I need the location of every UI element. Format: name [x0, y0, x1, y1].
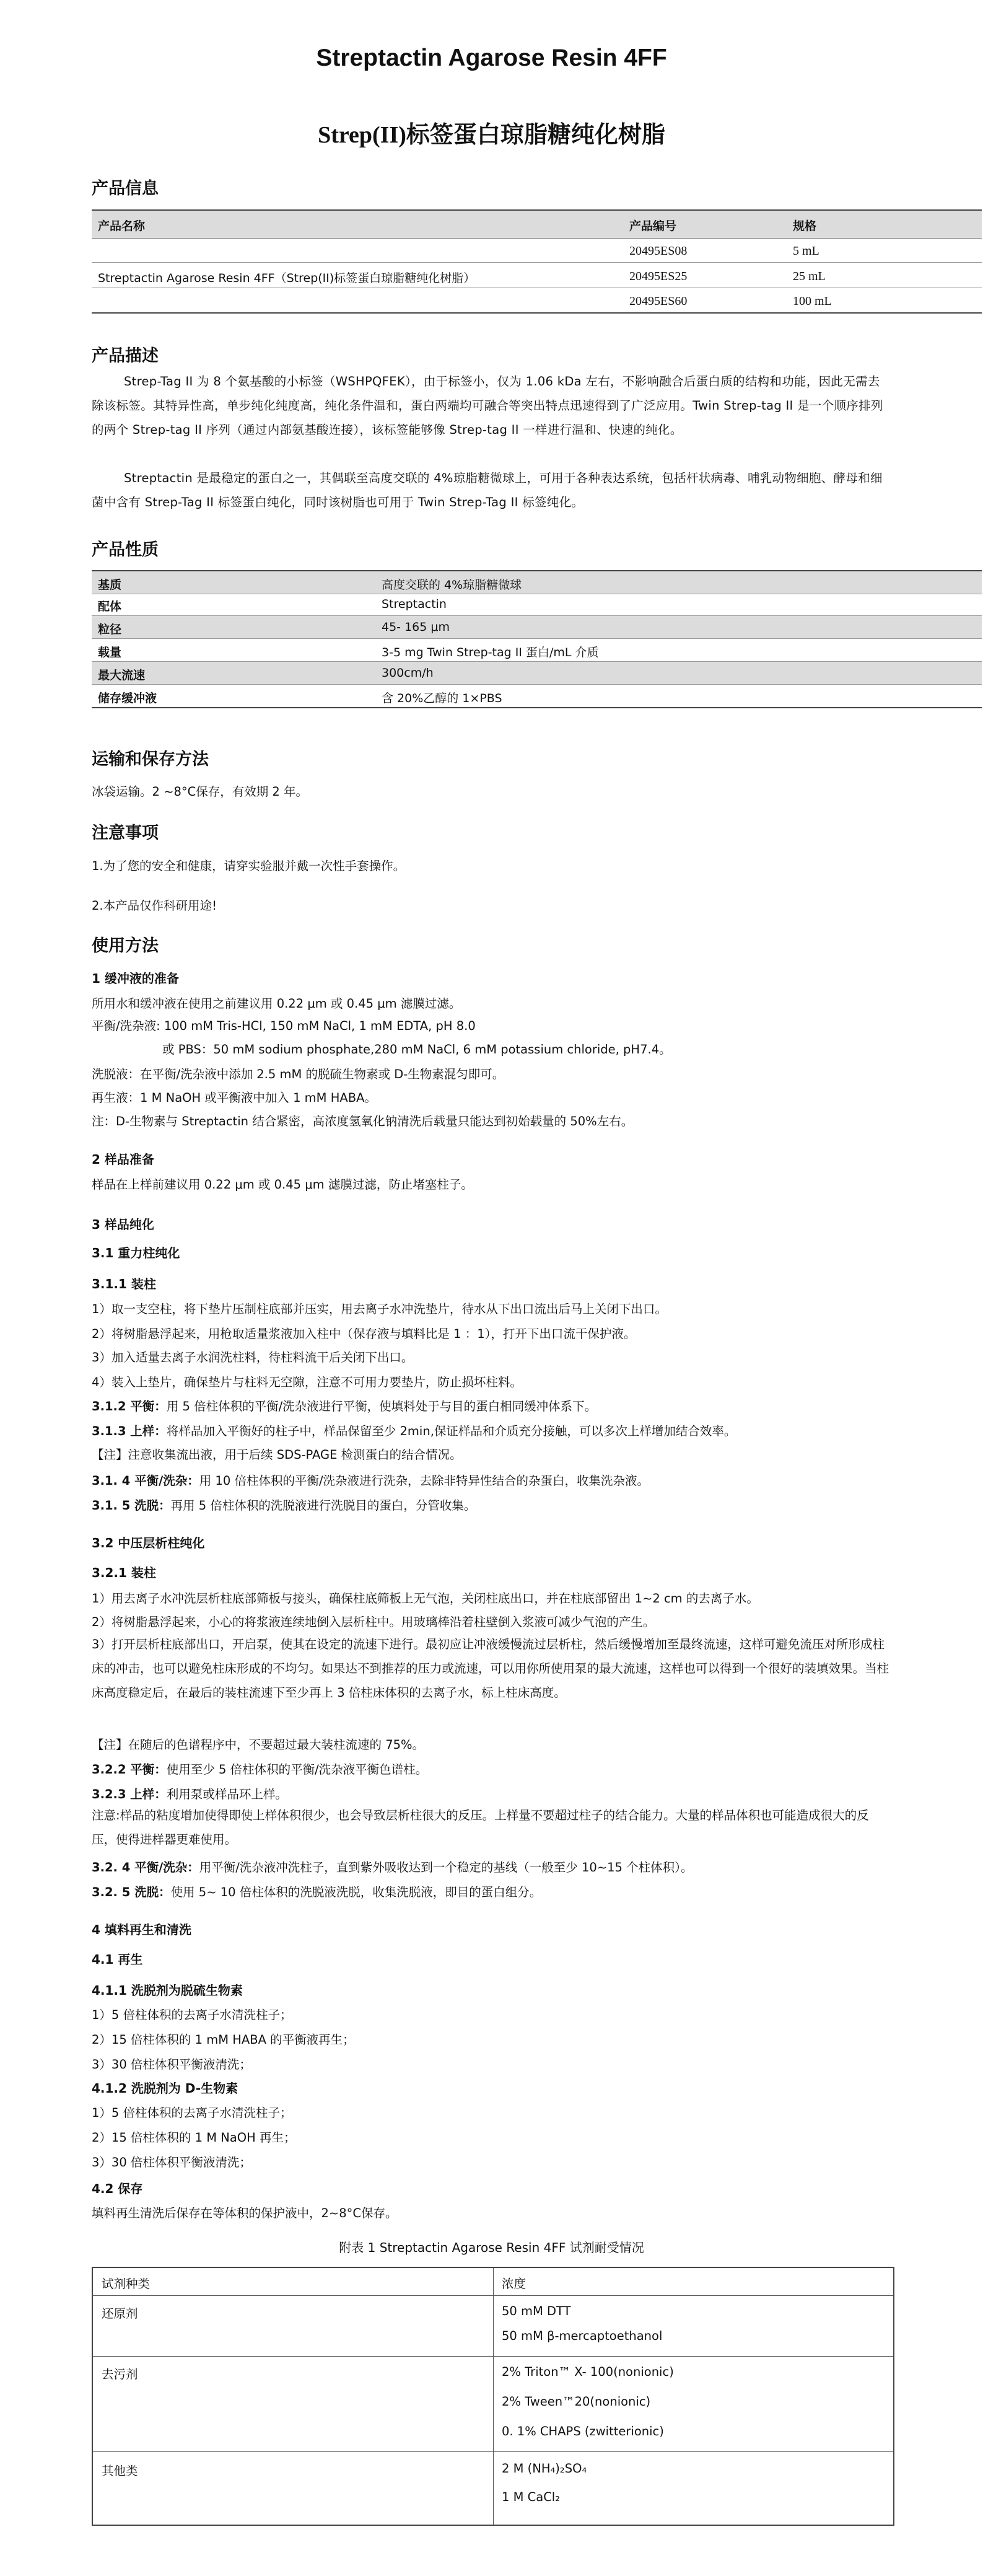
step-label: 3.1. 4 平衡/洗杂：	[92, 1474, 199, 1488]
buffer-line: 再生液：1 M NaOH 或平衡液中加入 1 mM HABA。	[92, 1091, 377, 1105]
step-text: 使用至少 5 倍柱体积的平衡/洗杂液平衡色谱柱。	[166, 1762, 428, 1777]
property-value: Streptactin	[382, 597, 447, 611]
step-text: 用 10 倍柱体积的平衡/洗杂液进行洗杂，去除非特异性结合的杂蛋白，收集洗杂液。	[199, 1474, 650, 1488]
description-paragraph-1: Strep-Tag II 为 8 个氨基酸的小标签（WSHPQFEK），由于标签小，仅为 1.06 kDa 左右，不影响融合后蛋白质的结构和功能，因此无需去除该标签。其特异性高，单步纯化纯度高，纯化条件温和，蛋白两端均可融合等突出特点迅速得到了广泛应用。Twin Strep-tag II 是一个顺序排列的两个 Strep-tag II 序列（通过内部氨基酸连接），该标签能够像 Strep-tag II 一样进行温和、快速的纯化。	[92, 374, 883, 437]
section-heading-notes: 注意事项	[92, 824, 159, 843]
spec-cell: 25 mL	[793, 270, 826, 283]
note-item: 1.为了您的安全和健康，请穿实验服并戴一次性手套操作。	[92, 859, 406, 873]
col-header-concentration: 浓度	[502, 2277, 526, 2291]
step-line: 2）15 倍柱体积的 1 M NaOH 再生；	[92, 2130, 296, 2145]
property-row	[92, 616, 982, 639]
appendix-caption: 附表 1 Streptactin Agarose Resin 4FF 试剂耐受情况	[339, 2240, 644, 2255]
sample-prep-text: 样品在上样前建议用 0.22 μm 或 0.45 μm 滤膜过滤，防止堵塞柱子。	[92, 1177, 473, 1192]
step-paragraph: 3）打开层析柱底部出口，开启泵，使其在设定的流速下进行。最初应让冲液缓慢流过层析柱，然后缓慢增加至最终流速，这样可避免流压对所形成柱床的冲击，也可以避免柱床形成的不均匀。如果达不到推荐的压力或流速，可以用你所使用泵的最大流速，这样也可以得到一个很好的装填效果。当柱床高度稳定后，在最后的装柱流速下至少再上 3 倍柱床体积的去离子水，标上柱床高度。	[92, 1637, 889, 1700]
subsection-heading: 4 填料再生和清洗	[92, 1922, 191, 1937]
step-wash	[92, 1858, 897, 1875]
step-elute	[92, 1883, 897, 1900]
reagent-value: 0. 1% CHAPS (zwitterionic)	[502, 2424, 664, 2438]
property-value: 高度交联的 4%琼脂糖微球	[382, 578, 522, 592]
reagent-type: 其他类	[102, 2464, 138, 2478]
subsection-heading: 4.1.2 洗脱剂为 D-生物素	[92, 2081, 238, 2096]
step-line: 3）30 倍柱体积平衡液清洗；	[92, 2057, 251, 2072]
col-header-type: 试剂种类	[102, 2277, 151, 2291]
property-key: 载量	[98, 646, 122, 659]
step-line: 1）取一支空柱，将下垫片压制柱底部并压实，用去离子水冲洗垫片，待水从下出口流出后马上关闭下出口。	[92, 1302, 667, 1316]
section-heading-product-info: 产品信息	[92, 179, 159, 198]
property-row	[92, 639, 982, 662]
step-label: 3.2.3 上样：	[92, 1787, 167, 1801]
subsection-heading: 1 缓冲液的准备	[92, 971, 179, 986]
step-line: 1）5 倍柱体积的去离子水清洗柱子；	[92, 2106, 292, 2120]
step-line: 3）加入适量去离子水润洗柱料，待柱料流干后关闭下出口。	[92, 1350, 414, 1365]
property-key: 粒径	[98, 623, 122, 636]
step-wash	[92, 1471, 897, 1488]
step-note: 【注】注意收集流出液，用于后续 SDS-PAGE 检测蛋白的结合情况。	[92, 1448, 462, 1462]
storage-text: 冰袋运输。2 ~8°C保存，有效期 2 年。	[92, 785, 308, 799]
property-value: 含 20%乙醇的 1×PBS	[382, 692, 502, 705]
step-line: 1）5 倍柱体积的去离子水清洗柱子；	[92, 2008, 292, 2022]
buffer-line: 平衡/洗杂液: 100 mM Tris-HCl, 150 mM NaCl, 1 mM EDTA, pH 8.0	[92, 1019, 476, 1033]
property-row	[92, 593, 982, 616]
row-divider	[92, 262, 982, 263]
step-load	[92, 1422, 897, 1439]
section-heading-storage: 运输和保存方法	[92, 750, 209, 769]
subsection-heading: 3.1.1 装柱	[92, 1277, 156, 1291]
property-value: 3-5 mg Twin Strep-tag II 蛋白/mL 介质	[382, 646, 599, 659]
reagent-tolerance-table	[92, 2267, 894, 2526]
storage-step-text: 填料再生清洗后保存在等体积的保护液中，2~8°C保存。	[92, 2206, 398, 2220]
subsection-heading: 3.1 重力柱纯化	[92, 1246, 180, 1260]
subsection-heading: 2 样品准备	[92, 1152, 154, 1167]
note-item: 2.本产品仅作科研用途!	[92, 899, 217, 913]
code-cell: 20495ES60	[629, 294, 688, 308]
property-key: 配体	[98, 600, 122, 613]
step-line: 2）将树脂悬浮起来，用枪取适量浆液加入柱中（保存液与填料比是 1 ：1），打开下出口流干保护液。	[92, 1327, 636, 1341]
spec-cell: 5 mL	[793, 244, 819, 258]
reagent-value: 2% Triton™ X- 100(nonionic)	[502, 2365, 674, 2379]
title-chinese: Strep(II)标签蛋白琼脂糖纯化树脂	[318, 122, 665, 148]
step-note: 注意:样品的粘度增加使得即使上样体积很少，也会导致层析柱很大的反压。上样量不要超过柱子的结合能力。大量的样品体积也可能造成很大的反压，使得进样器更难使用。	[92, 1808, 869, 1847]
step-text: 利用泵或样品环上样。	[166, 1787, 287, 1801]
step-note: 【注】在随后的色谱程序中，不要超过最大装柱流速的 75%。	[92, 1738, 425, 1752]
reagent-value: 2 M (NH₄)₂SO₄	[502, 2461, 587, 2476]
section-heading-properties: 产品性质	[92, 540, 159, 560]
step-line: 2）15 倍柱体积的 1 mM HABA 的平衡液再生；	[92, 2033, 355, 2047]
reagent-type: 还原剂	[102, 2306, 138, 2321]
property-value: 45- 165 μm	[382, 620, 450, 634]
spec-cell: 100 mL	[793, 294, 832, 308]
buffer-line: 洗脱液：在平衡/洗杂液中添加 2.5 mM 的脱硫生物素或 D-生物素混匀即可。	[92, 1067, 505, 1081]
code-cell: 20495ES08	[629, 244, 688, 258]
subsection-heading: 4.2 保存	[92, 2181, 143, 2196]
property-value: 300cm/h	[382, 666, 434, 680]
step-elute	[92, 1496, 897, 1513]
step-equilibrate	[92, 1760, 897, 1777]
title-english: Streptactin Agarose Resin 4FF	[316, 45, 667, 71]
subsection-heading: 3.2 中压层析柱纯化	[92, 1536, 205, 1550]
row-divider	[93, 2295, 893, 2296]
description-paragraph-2: Streptactin 是最稳定的蛋白之一，其偶联至高度交联的 4%琼脂糖微球上，可用于各种表达系统，包括杆状病毒、哺乳动物细胞、酵母和细菌中含有 Strep-Tag II 标签蛋白纯化，同时该树脂也可用于 Twin Strep-Tag II 标签纯化。	[92, 471, 883, 509]
property-row	[92, 662, 982, 685]
code-cell: 20495ES25	[629, 270, 688, 283]
step-label: 3.2. 5 洗脱：	[92, 1885, 171, 1899]
property-key: 基质	[98, 578, 122, 592]
step-text: 使用 5~ 10 倍柱体积的洗脱液洗脱，收集洗脱液，即目的蛋白组分。	[170, 1885, 542, 1899]
table-header-row	[92, 209, 982, 239]
col-header-code: 产品编号	[629, 219, 677, 233]
reagent-type: 去污剂	[102, 2367, 138, 2381]
buffer-line: 注：D-生物素与 Streptactin 结合紧密，高浓度氢氧化钠清洗后载量只能达到初始载量的 50%左右。	[92, 1114, 634, 1128]
reagent-value: 1 M CaCl₂	[502, 2490, 561, 2504]
step-text: 用平衡/洗杂液冲洗柱子，直到紫外吸收达到一个稳定的基线（一般至少 10~15 个柱体积）。	[199, 1860, 693, 1875]
reagent-value: 50 mM DTT	[502, 2304, 571, 2318]
property-key: 最大流速	[98, 669, 146, 682]
step-label: 3.1.2 平衡：	[92, 1399, 167, 1413]
property-key: 储存缓冲液	[98, 692, 157, 705]
step-equilibrate	[92, 1397, 897, 1414]
step-line: 1）用去离子水冲洗层析柱底部筛板与接头，确保柱底筛板上无气泡，关闭柱底出口，并在柱底部留出 1~2 cm 的去离子水。	[92, 1591, 759, 1606]
step-text: 再用 5 倍柱体积的洗脱液进行洗脱目的蛋白，分管收集。	[170, 1498, 476, 1513]
table-bottom-border	[92, 312, 982, 314]
step-load	[92, 1785, 897, 1802]
reagent-value: 50 mM β-mercaptoethanol	[502, 2329, 663, 2343]
col-header-spec: 规格	[793, 219, 817, 233]
subsection-heading: 4.1 再生	[92, 1952, 143, 1967]
subsection-heading: 3.2.1 装柱	[92, 1565, 156, 1580]
step-line: 2）将树脂悬浮起来，小心的将浆液连续地倒入层析柱中。用玻璃棒沿着柱壁倒入浆液可减少气泡的产生。	[92, 1615, 655, 1629]
subsection-heading: 4.1.1 洗脱剂为脱硫生物素	[92, 1983, 243, 1998]
step-label: 3.1. 5 洗脱：	[92, 1498, 171, 1513]
step-label: 3.2.2 平衡：	[92, 1762, 167, 1777]
buffer-line: 所用水和缓冲液在使用之前建议用 0.22 μm 或 0.45 μm 滤膜过滤。	[92, 996, 461, 1011]
column-divider	[493, 2268, 494, 2525]
property-row	[92, 685, 982, 708]
step-line: 3）30 倍柱体积平衡液清洗；	[92, 2155, 251, 2169]
section-heading-description: 产品描述	[92, 346, 159, 366]
subsection-heading: 3 样品纯化	[92, 1217, 154, 1232]
property-row	[92, 570, 982, 594]
product-name-cell: Streptactin Agarose Resin 4FF（Strep(II)标签蛋白琼脂糖纯化树脂）	[98, 271, 476, 285]
row-divider	[93, 2356, 893, 2357]
step-text: 用 5 倍柱体积的平衡/洗杂液进行平衡，使填料处于与目的蛋白相同缓冲体系下。	[166, 1399, 597, 1413]
row-divider	[93, 2451, 893, 2452]
section-heading-usage: 使用方法	[92, 936, 159, 956]
buffer-line: 或 PBS：50 mM sodium phosphate,280 mM NaCl, 6 mM potassium chloride, pH7.4。	[162, 1042, 671, 1057]
step-text: 将样品加入平衡好的柱子中，样品保留至少 2min,保证样品和介质充分接触，可以多次上样增加结合效率。	[166, 1424, 736, 1438]
step-label: 3.1.3 上样：	[92, 1424, 167, 1438]
step-label: 3.2. 4 平衡/洗杂：	[92, 1860, 199, 1875]
col-header-name: 产品名称	[98, 219, 146, 233]
step-line: 4）装入上垫片，确保垫片与柱料无空隙，注意不可用力要垫片，防止损坏柱料。	[92, 1375, 522, 1389]
reagent-value: 2% Tween™20(nonionic)	[502, 2394, 651, 2409]
